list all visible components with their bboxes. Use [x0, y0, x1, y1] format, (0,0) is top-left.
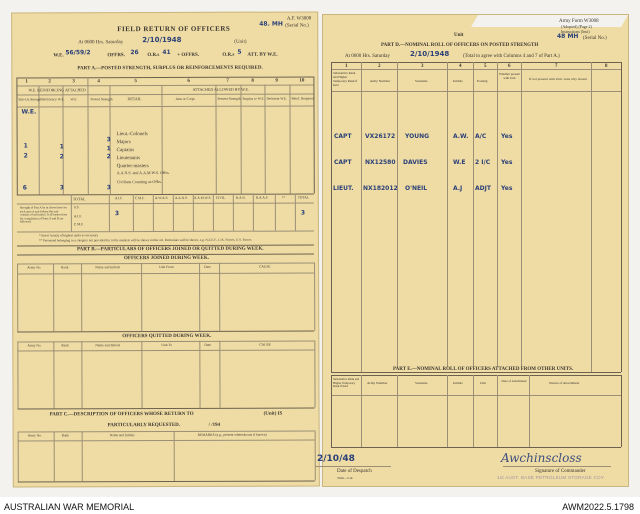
- despatch-date: 2/10/48: [317, 454, 355, 464]
- at-line-label: At 0600 Hrs. Saturday: [78, 40, 124, 46]
- strength-note: Strength of Part A by in shown here for each arm of unit (where the unit consists of sub-units). It all instructions for compilation of Parts A and B are followed.: [19, 205, 68, 224]
- mid-col-other: **: [281, 195, 286, 200]
- hdr-initials: Initials: [453, 79, 463, 83]
- part-c-col-remarks: REMARKS (e.g., present whereabouts if known): [197, 432, 267, 437]
- joined-col-name: Name and Initials: [95, 265, 120, 270]
- part-b-title: PART B.—PARTICULARS OF OFFICERS JOINED OR QUITTED DURING WEEK.: [76, 246, 264, 253]
- quitted-col-army-no: Army No.: [27, 343, 42, 348]
- hw-mid-total: 3: [300, 209, 306, 217]
- detail-header: DETAIL: [127, 96, 142, 102]
- row-2-present: Yes: [501, 159, 513, 166]
- e-col-rank: Substantive Rank and Higher Temporary Rank if held: [333, 377, 360, 389]
- att-by-we-label: ATT. BY W.E.: [247, 52, 278, 58]
- e-col-unit: Unit: [480, 381, 487, 385]
- part-c-sub: PARTICULARLY REQUESTED.: [107, 422, 181, 429]
- part-e-title: PART E.—NOMINAL ROLL OF OFFICERS ATTACHED FROM OTHER UNITS.: [393, 367, 574, 372]
- ss-label: S.S.: [73, 205, 80, 210]
- quitted-col-cause: CAUSE: [259, 342, 271, 347]
- row-3-initials: A.J: [453, 185, 463, 192]
- col-num-6: 6: [187, 78, 190, 84]
- form-number: Army Form W3008: [559, 19, 599, 24]
- d-col-num-5: 5: [484, 64, 487, 69]
- mid-col-aans: A.A.N.S.: [174, 195, 188, 200]
- at-line-note: (Total to agree with Columns 4 and 7 of Part A.): [463, 54, 560, 59]
- e-col-initials: Initials: [453, 381, 463, 385]
- e-col-nature: Nature of Attachment: [549, 381, 580, 385]
- hdr-army-number: Army Number: [369, 79, 391, 83]
- row-2-army-no: NX12580: [365, 159, 396, 166]
- row-3-army-no: NX182012: [363, 185, 398, 192]
- hw-mid-aif: 3: [114, 210, 120, 218]
- left-form-page: [11, 11, 320, 487]
- e-col-date: Date of Attachment: [501, 379, 527, 383]
- joined-col-unit-from: Unit From: [159, 264, 174, 270]
- mid-col-civil: CIVIL.: [215, 195, 227, 200]
- mid-col-cmf: C.M.F.: [134, 196, 145, 201]
- part-c-col-name: Name and Initials: [109, 433, 135, 438]
- row-1-initials: A.W.: [453, 133, 469, 140]
- d-col-num-4: 4: [459, 64, 462, 69]
- hdr-rank: Substantive Rank and Higher Temporary Rank if held: [333, 71, 358, 87]
- hdr-surplus: Surplus to W.E.: [242, 96, 265, 101]
- col-num-8: 8: [251, 78, 254, 84]
- torn-corner: [471, 15, 628, 27]
- at-line-date: 2/10/1948: [410, 50, 450, 58]
- joined-title: OFFICERS JOINED DURING WEEK.: [124, 255, 209, 262]
- we-label: W.E.: [53, 53, 64, 59]
- e-col-army-no: Army Number: [367, 381, 388, 385]
- mid-col-raaf: R.A.A.F.: [255, 195, 269, 200]
- quitted-col-name: Name and Initials: [95, 343, 121, 348]
- hdr-present: Present Strength: [217, 96, 241, 101]
- at-line-date: 2/10/1948: [142, 35, 182, 45]
- d-col-num-7: 7: [555, 64, 558, 69]
- rank-captains: Captains: [116, 148, 135, 154]
- hw-total-2: 3: [59, 184, 64, 192]
- joined-col-cause: CAUSE: [259, 264, 271, 269]
- hdr-deficient: Deficient W.E.: [266, 96, 288, 101]
- row-2-posting: 2 I/C: [475, 159, 491, 166]
- part-c-unit: (Unit) IS: [263, 411, 283, 417]
- footer-accession-number: AWM2022.5.1798: [562, 502, 634, 512]
- hw-col2-a: 1: [59, 143, 64, 151]
- right-form-page: [317, 14, 629, 487]
- part-a-title: PART A.—POSTED STRENGTH, SURPLUS OR REINFORCEMENTS REQUIRED.: [77, 65, 263, 72]
- hdr-whether-present: Whether present with Unit: [499, 72, 520, 80]
- d-col-num-2: 2: [378, 64, 381, 69]
- unit-stamp: 1st AUST. BASE PETROLEUM STORAGE COY: [497, 475, 605, 480]
- offrs-value: 26: [130, 49, 139, 57]
- serial-label: (Serial No.): [583, 36, 607, 41]
- serial-no-label: (Serial No.): [285, 23, 309, 29]
- mid-col-aif: A.I.F.: [114, 196, 123, 201]
- offrs-label: OFFRS.: [107, 53, 125, 59]
- handwritten-serial: 48. MH: [259, 20, 283, 28]
- hdr-we: W.E.: [70, 97, 78, 102]
- form-trim-note: Trim—Cut.: [337, 476, 354, 480]
- joined-col-army-no: Army No.: [27, 265, 42, 270]
- row-3-rank: LIEUT.: [333, 185, 354, 192]
- attached-ors-label: O.R.s: [222, 52, 235, 58]
- hw-col3-a: 3: [106, 136, 111, 144]
- quitted-title: OFFICERS QUITTED DURING WEEK.: [122, 333, 212, 340]
- commander-signature: Awchinscloss: [501, 451, 582, 465]
- footnote-1: * Insert Arm(s) of highest ranks as necessary: [38, 233, 99, 238]
- hdr-sub-units: Sub-Un Strength: [18, 97, 43, 102]
- hw-total-1: 6: [22, 184, 27, 192]
- unit-label: Unit: [454, 33, 464, 38]
- we-reinforcing-header: W.E. REINFORCING ATTACHED: [28, 87, 86, 93]
- footnote-2: ** Personnel belonging to a category not provided for in the analysis will be shown in this col. Particulars will be shown, e.g. N.Z.E.F., U.K. Forces, U.S. Forces: [38, 237, 252, 243]
- row-1-posting: A/C: [475, 133, 487, 140]
- part-d-title: PART D.—NOMINAL ROLL OF OFFICERS ON POSTED STRENGTH: [381, 43, 539, 48]
- hdr-reinf: Reinf. Required: [291, 96, 314, 101]
- cmf-label: C.M.F.: [73, 222, 84, 227]
- joined-col-date: Date: [204, 264, 211, 269]
- mid-col-aamws: A.A.M.W.S.: [193, 195, 212, 200]
- col-num-5: 5: [134, 79, 137, 85]
- part-c-col-army-no: Army No.: [27, 433, 42, 438]
- signature-label: Signature of Commander: [535, 469, 586, 474]
- col-num-2: 2: [48, 79, 51, 85]
- hw-col1-a: 1: [23, 142, 28, 150]
- hdr-posted: Posted Strength: [90, 97, 113, 102]
- d-col-num-6: 6: [508, 64, 511, 69]
- form-instructions: Instructions (Inst): [561, 29, 590, 34]
- attached-offrs-label: + OFFRS.: [177, 52, 200, 58]
- mid-col-ran: R.A.N.: [235, 195, 246, 200]
- row-1-present: Yes: [501, 133, 513, 140]
- col-num-9: 9: [275, 78, 278, 84]
- row-2-initials: W.E: [453, 159, 466, 166]
- we-value: 56/59/2: [65, 49, 91, 57]
- ors-value: 41: [162, 48, 171, 57]
- hdr-surname: Surname: [415, 79, 428, 83]
- hw-col1-b: 2: [23, 152, 28, 160]
- rank-quarter-masters: Quarter-masters: [116, 164, 149, 170]
- col-num-4: 4: [97, 79, 100, 85]
- footer-institution: AUSTRALIAN WAR MEMORIAL: [4, 502, 135, 512]
- quitted-col-date: Date: [204, 342, 211, 347]
- col-num-3: 3: [72, 79, 75, 85]
- hw-col3-c: 2: [106, 153, 111, 161]
- form-number: A.F. W3008: [286, 16, 312, 22]
- col-num-7: 7: [226, 78, 229, 84]
- rank-majors: Majors: [116, 140, 131, 146]
- mid-total-label: TOTAL: [72, 196, 86, 202]
- attached-ors-value: 5: [237, 48, 242, 56]
- part-c-date: / /194: [208, 422, 221, 428]
- form-title: FIELD RETURN OF OFFICERS: [117, 24, 231, 34]
- hw-we-mark: W.E.: [21, 108, 37, 116]
- mid-col-total: TOTAL: [297, 195, 309, 200]
- hw-col2-b: 2: [59, 153, 64, 161]
- row-3-present: Yes: [501, 185, 513, 192]
- hdr-arm: Arm or Corps: [175, 96, 195, 101]
- hdr-deficiency: Deficiency W.E.: [41, 97, 65, 102]
- rank-civilians: Civilians Counting as Offrs.: [116, 179, 162, 185]
- ors-label: O.R.s: [147, 53, 160, 59]
- col-num-1: 1: [25, 79, 28, 85]
- row-1-rank: CAPT: [334, 133, 352, 140]
- part-c-col-rank: Rank: [61, 433, 70, 438]
- at-line-label: At 0600 Hrs. Saturday: [345, 54, 390, 59]
- handwritten-serial: 48 MH: [557, 33, 579, 40]
- d-col-num-8: 8: [605, 64, 608, 69]
- joined-col-rank: Rank: [61, 265, 69, 270]
- row-2-surname: DAVIES: [403, 159, 428, 166]
- d-col-num-1: 1: [345, 64, 348, 69]
- attached-by-we-header: ATTACHED ALLOWED BY W.E.: [192, 86, 249, 92]
- hw-total-3: 3: [106, 184, 111, 192]
- row-1-surname: YOUNG: [405, 133, 430, 140]
- e-col-surname: Surname: [415, 381, 428, 385]
- col-num-10: 10: [299, 78, 305, 84]
- row-3-surname: O'NEIL: [405, 185, 428, 192]
- quitted-col-unit-to: Unit To: [161, 342, 173, 348]
- rank-aans: A.A.N.S. and A.A.M.W.S. Offrs.: [116, 169, 170, 176]
- mid-col-awas: A.W.A.S.: [154, 195, 169, 201]
- row-1-army-no: VX26172: [365, 133, 396, 140]
- hw-col3-b: 1: [106, 145, 111, 153]
- hdr-absent-reason: If not present with Unit, state why absent: [529, 77, 587, 81]
- rank-lieutenants: Lieutenants: [116, 156, 141, 162]
- quitted-col-rank: Rank: [61, 343, 69, 348]
- hdr-posting: Posting: [477, 79, 488, 83]
- row-3-posting: ADJT: [475, 185, 491, 192]
- row-2-rank: CAPT: [334, 159, 352, 166]
- form-adopted: (Adopted) (Page 2): [561, 24, 592, 29]
- despatch-label: Date of Despatch: [337, 469, 372, 474]
- part-c-title: PART C.—DESCRIPTION OF OFFICERS WHOSE RETURN TO: [49, 411, 194, 418]
- unit-label: (Unit): [234, 39, 247, 45]
- rank-lieut-colonels: Lieut.-Colonels: [116, 132, 148, 138]
- aif-label: A.I.F.: [73, 214, 82, 219]
- d-col-num-3: 3: [421, 64, 424, 69]
